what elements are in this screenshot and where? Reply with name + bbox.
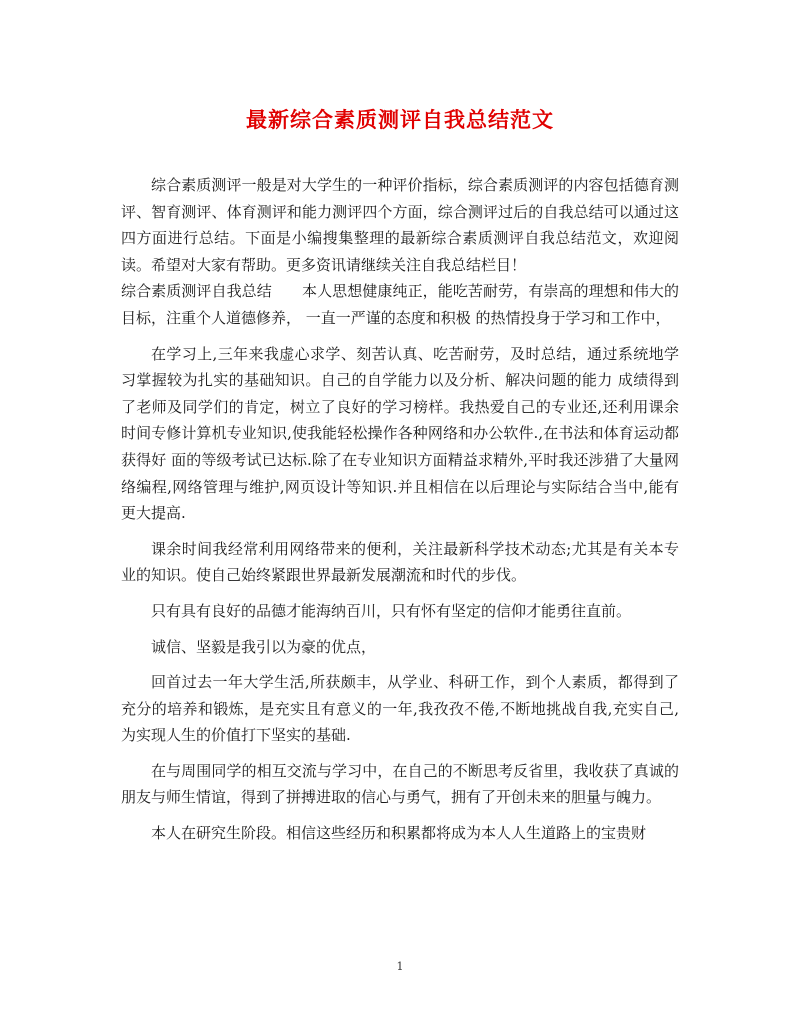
paragraph-summary-heading: 综合素质测评自我总结 本人思想健康纯正，能吃苦耐劳，有崇高的理想和伟大的目标，注重个人道德修养， 一直一严谨的态度和积极 的热情投身于学习和工作中， [121, 282, 679, 327]
paragraph-graduate: 本人在研究生阶段。相信这些经历和积累都将成为本人人生道路上的宝贵财 [151, 824, 647, 843]
paragraph-review: 回首过去一年大学生活,所获颇丰，从学业、科研工作，到个人素质，都得到了充分的培养和锻炼，是充实且有意义的一年,我孜孜不倦,不断地挑战自我,充实自己,为实现人生的价值打下坚实的基础. [121, 673, 679, 745]
paragraph-integrity: 诚信、坚毅是我引以为豪的优点， [151, 637, 377, 656]
page-number: 1 [396, 960, 404, 973]
document-body [121, 172, 679, 856]
document-title: 最新综合素质测评自我总结范文 [246, 107, 554, 132]
paragraph-intro: 综合素质测评一般是对大学生的一种评价指标，综合素质测评的内容包括德育测评、智育测评、体育测评和能力测评四个方面，综合测评过后的自我总结可以通过这四方面进行总结。下面是小编搜集整理的最新综合素质测评自我总结范文，欢迎阅读。希望对大家有帮助。更多资讯请继续关注自我总结栏目！ [121, 176, 679, 274]
paragraph-character: 只有具有良好的品德才能海纳百川，只有怀有坚定的信仰才能勇往直前。 [151, 601, 632, 620]
paragraph-spare-time: 课余时间我经常利用网络带来的便利，关注最新科学技术动态;尤其是有关本专业的知识。使自己始终紧跟世界最新发展潮流和时代的步伐。 [121, 539, 679, 585]
paragraph-communication: 在与周围同学的相互交流与学习中，在自己的不断思考反省里，我收获了真诚的朋友与师生情谊，得到了拼搏进取的信心与勇气，拥有了开创未来的胆量与魄力。 [121, 761, 679, 807]
paragraph-study: 在学习上,三年来我虚心求学、刻苦认真、吃苦耐劳，及时总结，通过系统地学习掌握较为扎实的基础知识。自己的自学能力以及分析、解决问题的能力 成绩得到了老师及同学们的肯定，树立了良好的学习榜样。我热爱自己的专业还,还利用课余时间专修计算机专业知识,使我能轻松操作各种网络和办公软件.,在书法和体育运动都获得好 面的等级考试已达标.除了在专业知识方面精益求精外,平时我还涉猎了大量网络编程,网络管理与维护,网页设计等知识.并且相信在以后理论与实际结合当中,能有更大提高. [121, 344, 679, 523]
